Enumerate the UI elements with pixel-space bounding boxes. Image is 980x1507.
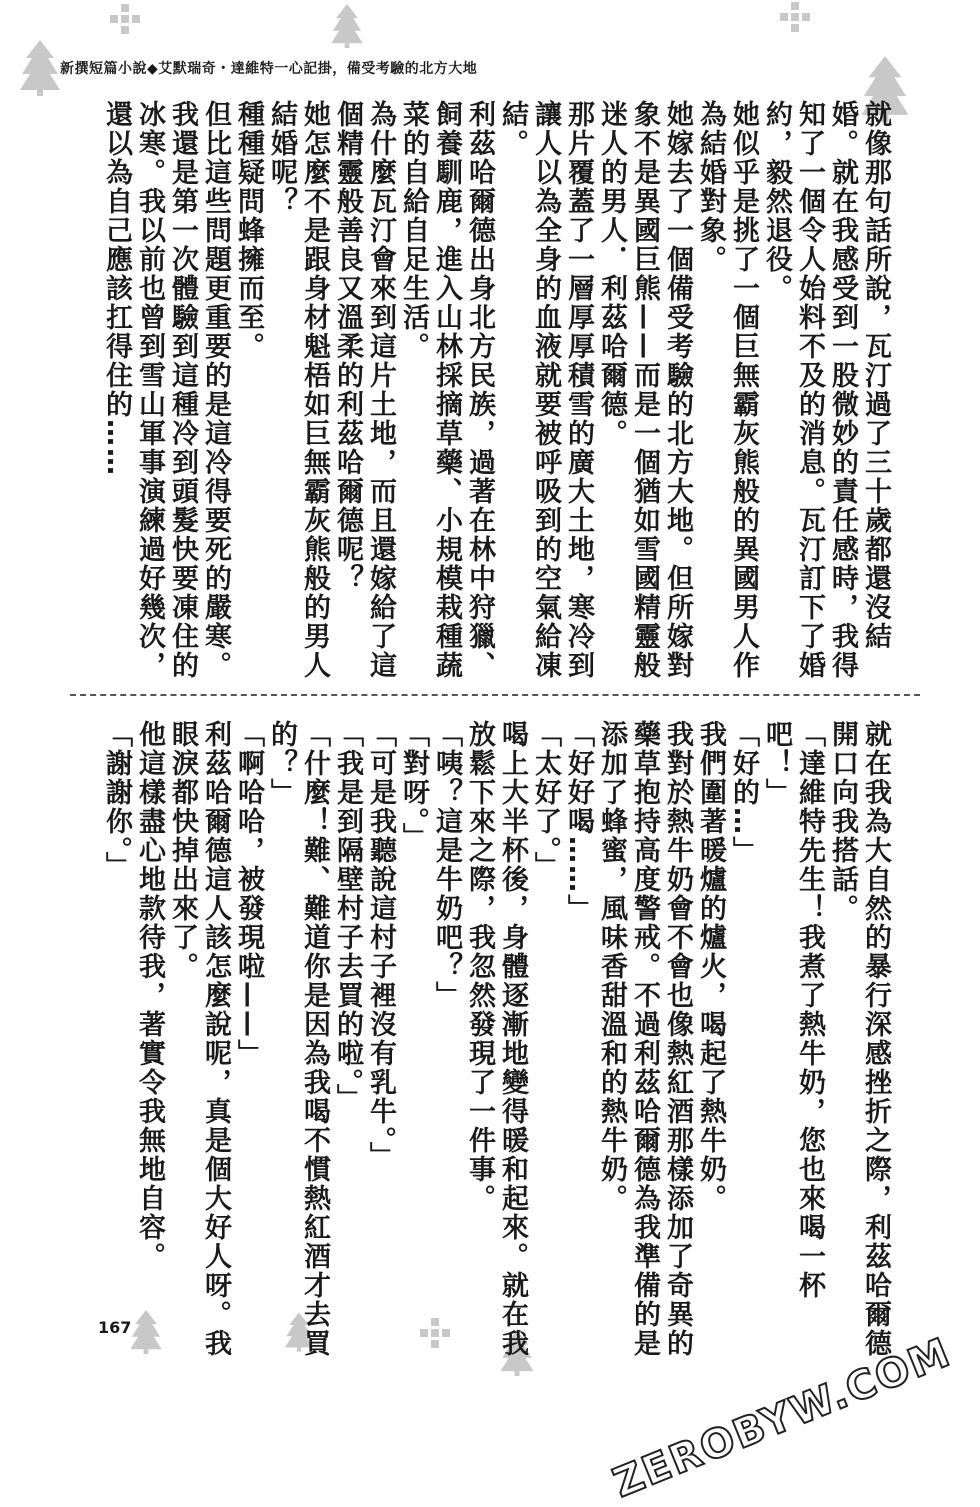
running-header: 新撰短篇小說◆艾默瑞奇・達維特一心記掛，備受考驗的北方大地 (60, 61, 478, 77)
dialogue-line: 「太好了。」 (530, 720, 561, 881)
paragraph: 我們圍著暖爐的爐火，喝起了熱牛奶。 (695, 720, 726, 1213)
paragraph: 她嫁去了一個備受考驗的北方大地。但所嫁對象不是異國巨熊——而是一個猶如雪國精靈般迷人的男人．利茲哈爾德。 (596, 100, 693, 680)
dialogue-line: 「謝謝你。」 (101, 720, 132, 881)
dialogue-line: 「好的…」 (728, 720, 759, 865)
paragraph: 我還是第一次體驗到這種冷到頭髮快要凍住的冰寒。我以前也曾到雪山軍事演練過好幾次，還以為自己應該扛得住的…… (101, 100, 198, 680)
dialogue-line: 「啊哈哈，被發現啦——」 (233, 720, 264, 1068)
top-text-block (72, 100, 892, 680)
paragraph: 利茲哈爾德出身北方民族，過著在林中狩獵、飼養馴鹿，進入山林採摘草藥、小規模栽種蔬菜的自給自足生活。 (398, 100, 495, 680)
paragraph: 就像那句話所說，瓦汀過了三十歲都還沒結婚。就在我感受到一股微妙的責任感時，我得知了一個令人始料不及的消息。瓦汀訂下了婚約，毅然退役。 (761, 100, 891, 680)
dialogue-line: 「達維特先生！我煮了熱牛奶，您也來喝一杯吧！」 (761, 720, 825, 1300)
paragraph: 那片覆蓋了一層厚厚積雪的廣大土地，寒冷到讓人以為全身的血液就要被呼吸到的空氣給凍結。 (497, 100, 594, 680)
dialogue-line: 「我是到隔壁村子去買的啦。」 (332, 720, 363, 1113)
paragraph: 就在我為大自然的暴行深感挫折之際，利茲哈爾德開口向我搭話。 (827, 720, 891, 1358)
dialogue-line: 「對呀。」 (398, 720, 429, 852)
paragraph: 她似乎是挑了一個巨無霸灰熊般的異國男人作為結婚對象。 (695, 100, 759, 680)
dialogue-line: 「咦？這是牛奶吧？」 (431, 720, 462, 1010)
paragraph: 種種疑問蜂擁而至。 (233, 100, 264, 361)
dialogue-line: 「什麼！難、難道你是因為我喝不慣熱紅酒才去買的？」 (266, 720, 330, 1358)
paragraph: 為什麼瓦汀會來到這片土地，而且還嫁給了這個精靈般善良又溫柔的利茲哈爾德呢？ (332, 100, 396, 680)
section-divider (70, 694, 920, 696)
paragraph: 但比這些問題更重要的是這冷得要死的嚴寒。 (200, 100, 231, 680)
bottom-text-block (72, 720, 892, 1360)
page-number: 167 (98, 1318, 132, 1337)
dialogue-line: 「可是我聽說這村子裡沒有乳牛。」 (365, 720, 396, 1171)
dialogue-line: 「好好喝……」 (563, 720, 594, 923)
paragraph: 她怎麼不是跟身材魁梧如巨無霸灰熊般的男人結婚呢？ (266, 100, 330, 680)
site-watermark: ZEROBYW.COM (607, 1329, 958, 1507)
paragraph: 他這樣盡心地款待我，著實令我無地自容。 (134, 720, 165, 1271)
paragraph: 喝上大半杯後，身體逐漸地變得暖和起來。就在我放鬆下來之際，我忽然發現了一件事。 (464, 720, 528, 1358)
paragraph: 利茲哈爾德這人該怎麼說呢，真是個大好人呀。我眼淚都快掉出來了。 (167, 720, 231, 1358)
paragraph: 我對於熱牛奶會不會也像熱紅酒那樣添加了奇異的藥草抱持高度警戒。不過利茲哈爾德為我準備的是添加了蜂蜜，風味香甜溫和的熱牛奶。 (596, 720, 693, 1358)
